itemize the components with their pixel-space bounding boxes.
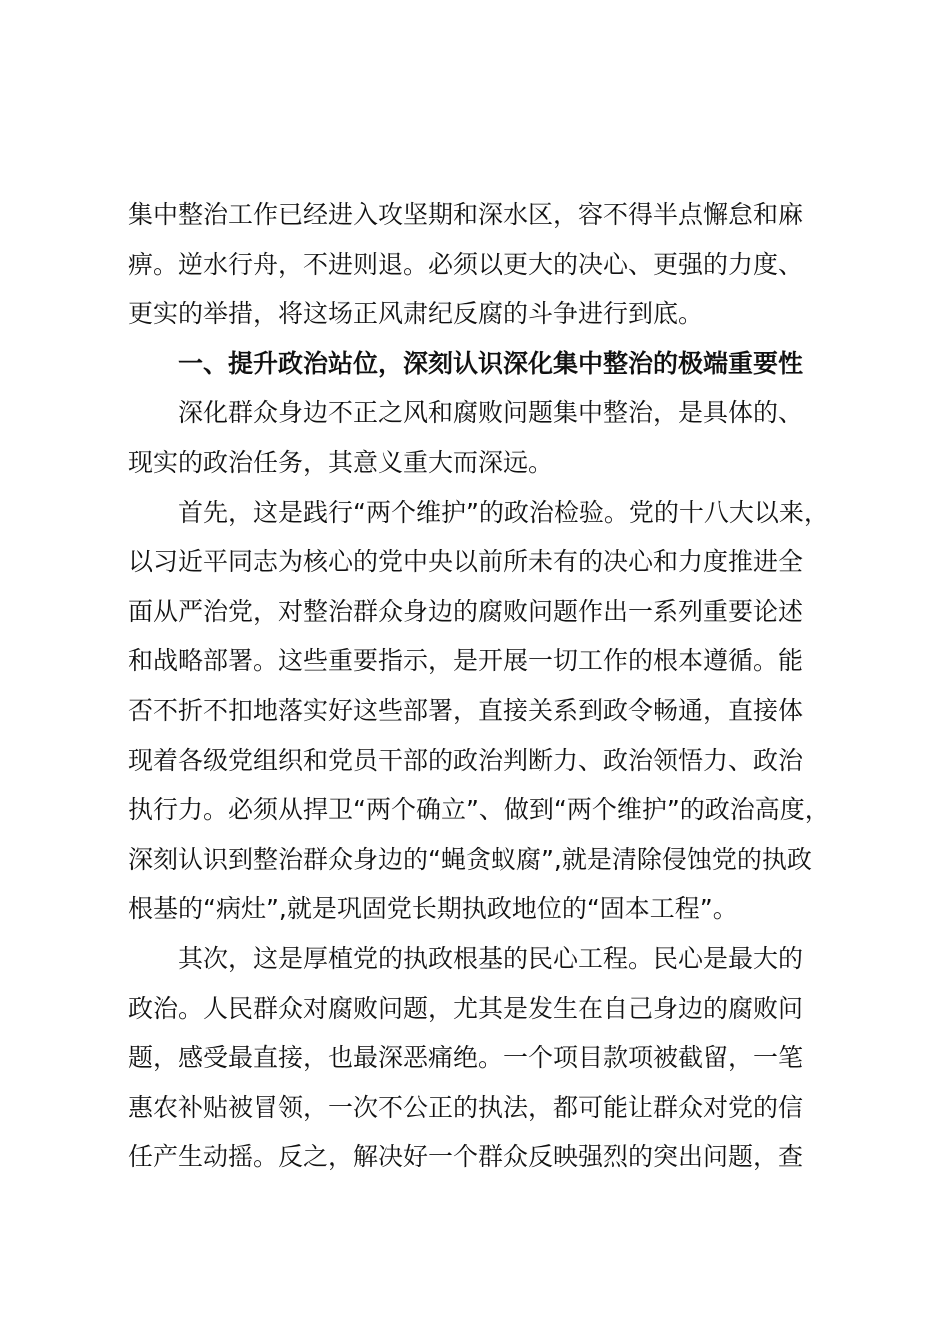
text-line: 惠农补贴被冒领，一次不公正的执法，都可能让群众对党的信: [128, 1092, 804, 1122]
text-line: 集中整治工作已经进入攻坚期和深水区，容不得半点懈怠和麻: [128, 200, 804, 229]
text-line: 执行力。必须从捍卫“两个确立”、做到“两个维护”的政治高度，: [128, 795, 830, 825]
text-line: 面从严治党，对整治群众身边的腐败问题作出一系列重要论述: [128, 596, 804, 626]
text-line: 根基的“病灶”,就是巩固党长期执政地位的“固本工程”。: [128, 894, 738, 924]
text-line: 题，感受最直接，也最深恶痛绝。一个项目款项被截留，一笔: [128, 1043, 804, 1073]
text-line: 现实的政治任务，其意义重大而深远。: [128, 447, 554, 477]
text-line: 其次，这是厚植党的执政根基的民心工程。民心是最大的: [178, 943, 804, 973]
text-line: 以习近平同志为核心的党中央以前所未有的决心和力度推进全: [128, 547, 804, 577]
text-line: 和战略部署。这些重要指示，是开展一切工作的根本遵循。能: [128, 646, 804, 676]
text-line: 深刻认识到整治群众身边的“蝇贪蚁腐”,就是清除侵蚀党的执政: [128, 844, 812, 874]
text-line: 否不折不扣地落实好这些部署，直接关系到政令畅通，直接体: [128, 695, 804, 725]
document-body: [128, 190, 828, 1182]
section-heading: 一、提升政治站位，深刻认识深化集中整治的极端重要性: [178, 348, 804, 378]
text-line: 首先，这是践行“两个维护”的政治检验。党的十八大以来，: [178, 497, 829, 527]
text-line: 政治。人民群众对腐败问题，尤其是发生在自己身边的腐败问: [128, 993, 804, 1023]
text-line: 现着各级党组织和党员干部的政治判断力、政治领悟力、政治: [128, 745, 804, 775]
text-line: 深化群众身边不正之风和腐败问题集中整治，是具体的、: [178, 398, 804, 428]
text-line: 痹。逆水行舟，不进则退。必须以更大的决心、更强的力度、: [128, 249, 804, 279]
text-line: 更实的举措，将这场正风肃纪反腐的斗争进行到底。: [128, 299, 704, 329]
text-line: 任产生动摇。反之，解决好一个群众反映强烈的突出问题，查: [128, 1142, 804, 1172]
